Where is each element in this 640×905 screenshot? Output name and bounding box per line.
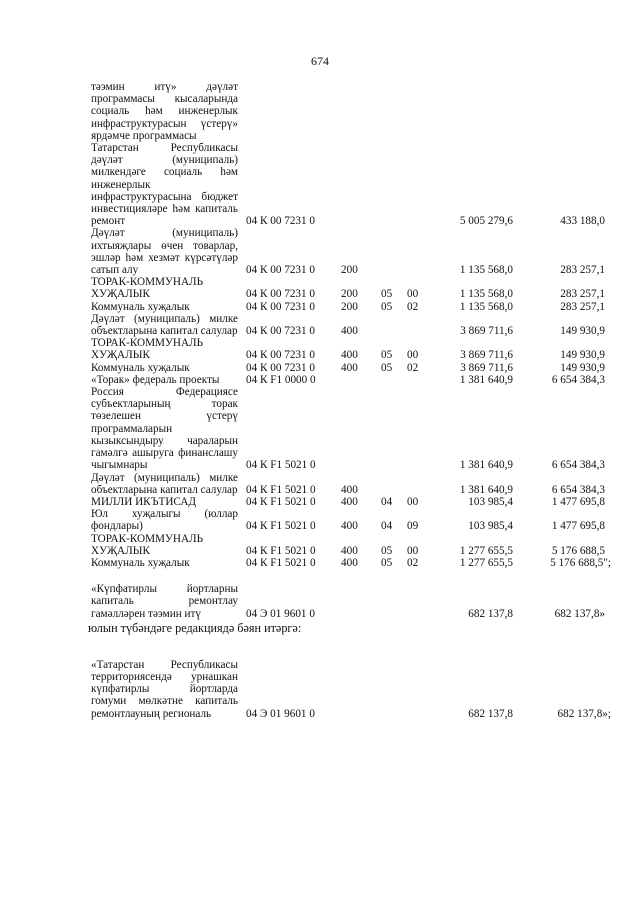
- cell-amount-second: 433 188,0: [560, 215, 605, 228]
- description-line: «Татарстан Республикасы: [91, 658, 238, 671]
- cell-section: 05: [381, 544, 393, 557]
- description-line: инфраструктурасына бюджет: [91, 190, 238, 203]
- table-row: [91, 659, 611, 720]
- table-row: [91, 557, 611, 569]
- cell-amount-first: 1 381 640,9: [459, 373, 513, 386]
- description-line: «Торак» федераль проекты: [91, 373, 220, 386]
- cell-amount-first: 1 135 568,0: [459, 288, 513, 301]
- description-line: Коммуналь хуҗалык: [91, 556, 190, 569]
- cell-expense-type: 400: [341, 556, 358, 569]
- cell-amount-second: 682 137,8»: [554, 607, 605, 620]
- row-cells: [91, 708, 611, 720]
- cell-expense-type: 200: [341, 300, 358, 313]
- row-cells: [91, 325, 611, 337]
- cell-subsection: 00: [407, 288, 419, 301]
- description-line: гамәлгә ашыруга финанслашу: [91, 447, 238, 460]
- description-line: ремонт: [91, 215, 126, 228]
- description-line: инфраструктурасын үстерү»: [91, 117, 238, 130]
- cell-amount-first: 3 869 711,6: [460, 325, 513, 338]
- cell-amount-first: 1 381 640,9: [459, 483, 513, 496]
- cell-target-article: 04 К 00 7231 0: [246, 264, 315, 277]
- cell-target-article: 04 К F1 5021 0: [246, 556, 316, 569]
- description-line: программаларын: [91, 422, 173, 435]
- cell-target-article: 04 К 00 7231 0: [246, 325, 315, 338]
- cell-expense-type: 200: [341, 288, 358, 301]
- description-line: инженерлык: [91, 178, 151, 191]
- description-line: ярдәмче программасы: [91, 129, 197, 142]
- table-row: [91, 472, 611, 496]
- cell-expense-type: 400: [341, 495, 358, 508]
- cell-amount-first: 1 381 640,9: [459, 459, 513, 472]
- budget-table: [88, 81, 611, 720]
- cell-section: 04: [381, 520, 393, 533]
- description-line: ТОРАК-КОММУНАЛЬ: [91, 532, 204, 545]
- cell-section: 05: [381, 556, 393, 569]
- cell-amount-second: 149 930,9: [560, 325, 605, 338]
- row-cells: [91, 349, 611, 361]
- description-line: инвестицияләре һәм капиталь: [91, 203, 238, 216]
- description-line: капиталь ремонтлау: [91, 595, 238, 608]
- table-row: [91, 227, 611, 276]
- cell-expense-type: 400: [341, 520, 358, 533]
- description-line: Россия Федерациясе: [91, 386, 238, 399]
- cell-amount-second: 6 654 384,3: [551, 483, 605, 496]
- description-line: ХУҖАЛЫК: [91, 544, 150, 557]
- cell-section: 05: [381, 288, 393, 301]
- description-line: программасы кысаларында: [91, 93, 238, 106]
- description-line: территориясендә урнашкан: [91, 670, 238, 683]
- row-cells: [91, 496, 611, 508]
- description-line: Коммуналь хуҗалык: [91, 361, 190, 374]
- cell-subsection: 09: [407, 520, 419, 533]
- description-line: төзелешен үстерү: [91, 410, 238, 423]
- cell-amount-second: 283 257,1: [560, 264, 605, 277]
- cell-expense-type: 400: [341, 349, 358, 362]
- cell-amount-second: 149 930,9: [560, 349, 605, 362]
- description-line: ТОРАК-КОММУНАЛЬ: [91, 337, 204, 350]
- edit-instruction: юлын түбәндәге редакциядә бәян итәргә:: [88, 620, 302, 635]
- cell-expense-type: 400: [341, 483, 358, 496]
- cell-section: 04: [381, 495, 393, 508]
- cell-amount-first: 103 985,4: [468, 520, 513, 533]
- row-cells: [91, 484, 611, 496]
- description-line: милкендәге социаль һәм: [91, 166, 238, 179]
- description-line: субъектларының торак: [91, 398, 238, 411]
- row-cells: [91, 459, 611, 471]
- description-line: объектларына капитал салулар: [91, 325, 238, 338]
- description-line: ХУҖАЛЫК: [91, 349, 150, 362]
- description-line: Юл хуҗалыгы (юллар: [91, 508, 238, 521]
- description-line: ихтыяҗлары өчен товарлар,: [91, 239, 238, 252]
- table-row: [91, 496, 611, 508]
- cell-amount-first: 682 137,8: [468, 707, 513, 720]
- description-line: Дәүләт (муниципаль): [91, 227, 238, 240]
- cell-target-article: 04 К F1 5021 0: [246, 495, 316, 508]
- cell-amount-second: 149 930,9: [560, 361, 605, 374]
- spacer: [91, 635, 611, 659]
- cell-subsection: 00: [407, 495, 419, 508]
- cell-amount-second: 6 654 384,3: [551, 373, 605, 386]
- description-line: ремонтлауның региональ: [91, 707, 212, 720]
- cell-section: 05: [381, 300, 393, 313]
- table-row: [91, 533, 611, 557]
- row-cells: [91, 288, 611, 300]
- cell-amount-second: 283 257,1: [560, 288, 605, 301]
- description-line: эшләр һәм хезмәт күрсәтүләр: [91, 251, 238, 264]
- cell-subsection: 02: [407, 300, 419, 313]
- cell-amount-first: 682 137,8: [468, 607, 513, 620]
- cell-amount-second: 6 654 384,3: [551, 459, 605, 472]
- description-line: тәэмин итү» дәүләт: [91, 81, 238, 93]
- cell-target-article: 04 К F1 5021 0: [246, 520, 316, 533]
- description-line: күпфатирлы йортларда: [91, 683, 238, 696]
- cell-amount-second: 682 137,8»;: [557, 707, 611, 720]
- description-line: кызыксындыру чараларын: [91, 434, 238, 447]
- cell-amount-first: 5 005 279,6: [459, 215, 513, 228]
- row-cells: [91, 374, 611, 386]
- description-line: «Күпфатирлы йортларны: [91, 583, 238, 596]
- description-line: фондлары): [91, 520, 143, 533]
- row-cells: [91, 608, 611, 620]
- cell-expense-type: 400: [341, 544, 358, 557]
- cell-expense-type: 200: [341, 264, 358, 277]
- table-row: [91, 337, 611, 361]
- cell-target-article: 04 К F1 5021 0: [246, 483, 316, 496]
- cell-subsection: 02: [407, 556, 419, 569]
- row-cells: [91, 520, 611, 532]
- description-line: сатып алу: [91, 264, 139, 277]
- cell-target-article: 04 К 00 7231 0: [246, 288, 315, 301]
- cell-target-article: 04 К F1 5021 0: [246, 544, 316, 557]
- description-line: социаль һәм инженерлык: [91, 105, 238, 118]
- row-cells: [91, 301, 611, 313]
- description-line: ХУҖАЛЫК: [91, 288, 150, 301]
- table-row: [91, 362, 611, 374]
- cell-target-article: 04 К 00 7231 0: [246, 300, 315, 313]
- description-line: Коммуналь хуҗалык: [91, 300, 190, 313]
- table-row: [91, 142, 611, 227]
- cell-amount-second: 1 477 695,8: [551, 495, 605, 508]
- row-cells: [91, 545, 611, 557]
- cell-section: 05: [381, 361, 393, 374]
- description-line: Дәүләт (муниципаль) милке: [91, 312, 238, 325]
- table-row: [91, 301, 611, 313]
- cell-amount-second: 1 477 695,8: [551, 520, 605, 533]
- cell-target-article: 04 К F1 0000 0: [246, 373, 316, 386]
- row-cells: [91, 215, 611, 227]
- row-cells: [91, 557, 611, 569]
- page-number: 674: [311, 54, 329, 68]
- cell-target-article: 04 К 00 7231 0: [246, 215, 315, 228]
- cell-target-article: 04 Э 01 9601 0: [246, 607, 315, 620]
- table-row: [91, 386, 611, 471]
- cell-amount-first: 1 277 655,5: [459, 556, 513, 569]
- description-line: гамәлләрен тәэмин итү: [91, 607, 201, 620]
- row-cells: [91, 130, 611, 142]
- table-rows: [91, 81, 611, 569]
- cell-amount-first: 1 277 655,5: [459, 544, 513, 557]
- description-line: объектларына капитал салулар: [91, 483, 238, 496]
- cell-amount-first: 3 869 711,6: [460, 361, 513, 374]
- table-row: [91, 374, 611, 386]
- description-line: чыгымнары: [91, 459, 148, 472]
- table-row: [91, 276, 611, 300]
- cell-section: 05: [381, 349, 393, 362]
- cell-amount-first: 103 985,4: [468, 495, 513, 508]
- description-line: дәүләт (муниципаль): [91, 154, 238, 167]
- description-line: Дәүләт (муниципаль) милке: [91, 471, 238, 484]
- cell-target-article: 04 К F1 5021 0: [246, 459, 316, 472]
- cell-amount-second: 283 257,1: [560, 300, 605, 313]
- cell-expense-type: 400: [341, 325, 358, 338]
- cell-subsection: 00: [407, 544, 419, 557]
- cell-amount-first: 1 135 568,0: [459, 264, 513, 277]
- description-line: гомуми мөлкәтне капиталь: [91, 695, 238, 708]
- spacer: [91, 569, 611, 583]
- cell-amount-second: 5 176 688,5: [551, 544, 605, 557]
- table-row: [91, 508, 611, 532]
- description-line: МИЛЛИ ИКЪТИСАД: [91, 495, 197, 508]
- cell-amount-first: 1 135 568,0: [459, 300, 513, 313]
- row-cells: [91, 264, 611, 276]
- cell-target-article: 04 Э 01 9601 0: [246, 707, 315, 720]
- cell-expense-type: 400: [341, 361, 358, 374]
- table-row: [91, 313, 611, 337]
- cell-amount-first: 3 869 711,6: [460, 349, 513, 362]
- description-line: Татарстан Республикасы: [91, 142, 238, 155]
- cell-target-article: 04 К 00 7231 0: [246, 361, 315, 374]
- description-line: ТОРАК-КОММУНАЛЬ: [91, 276, 204, 289]
- cell-subsection: 00: [407, 349, 419, 362]
- row-cells: [91, 362, 611, 374]
- table-row: [91, 81, 611, 142]
- cell-subsection: 02: [407, 361, 419, 374]
- table-row: [91, 583, 611, 620]
- cell-target-article: 04 К 00 7231 0: [246, 349, 315, 362]
- cell-amount-second: 5 176 688,5";: [550, 556, 611, 569]
